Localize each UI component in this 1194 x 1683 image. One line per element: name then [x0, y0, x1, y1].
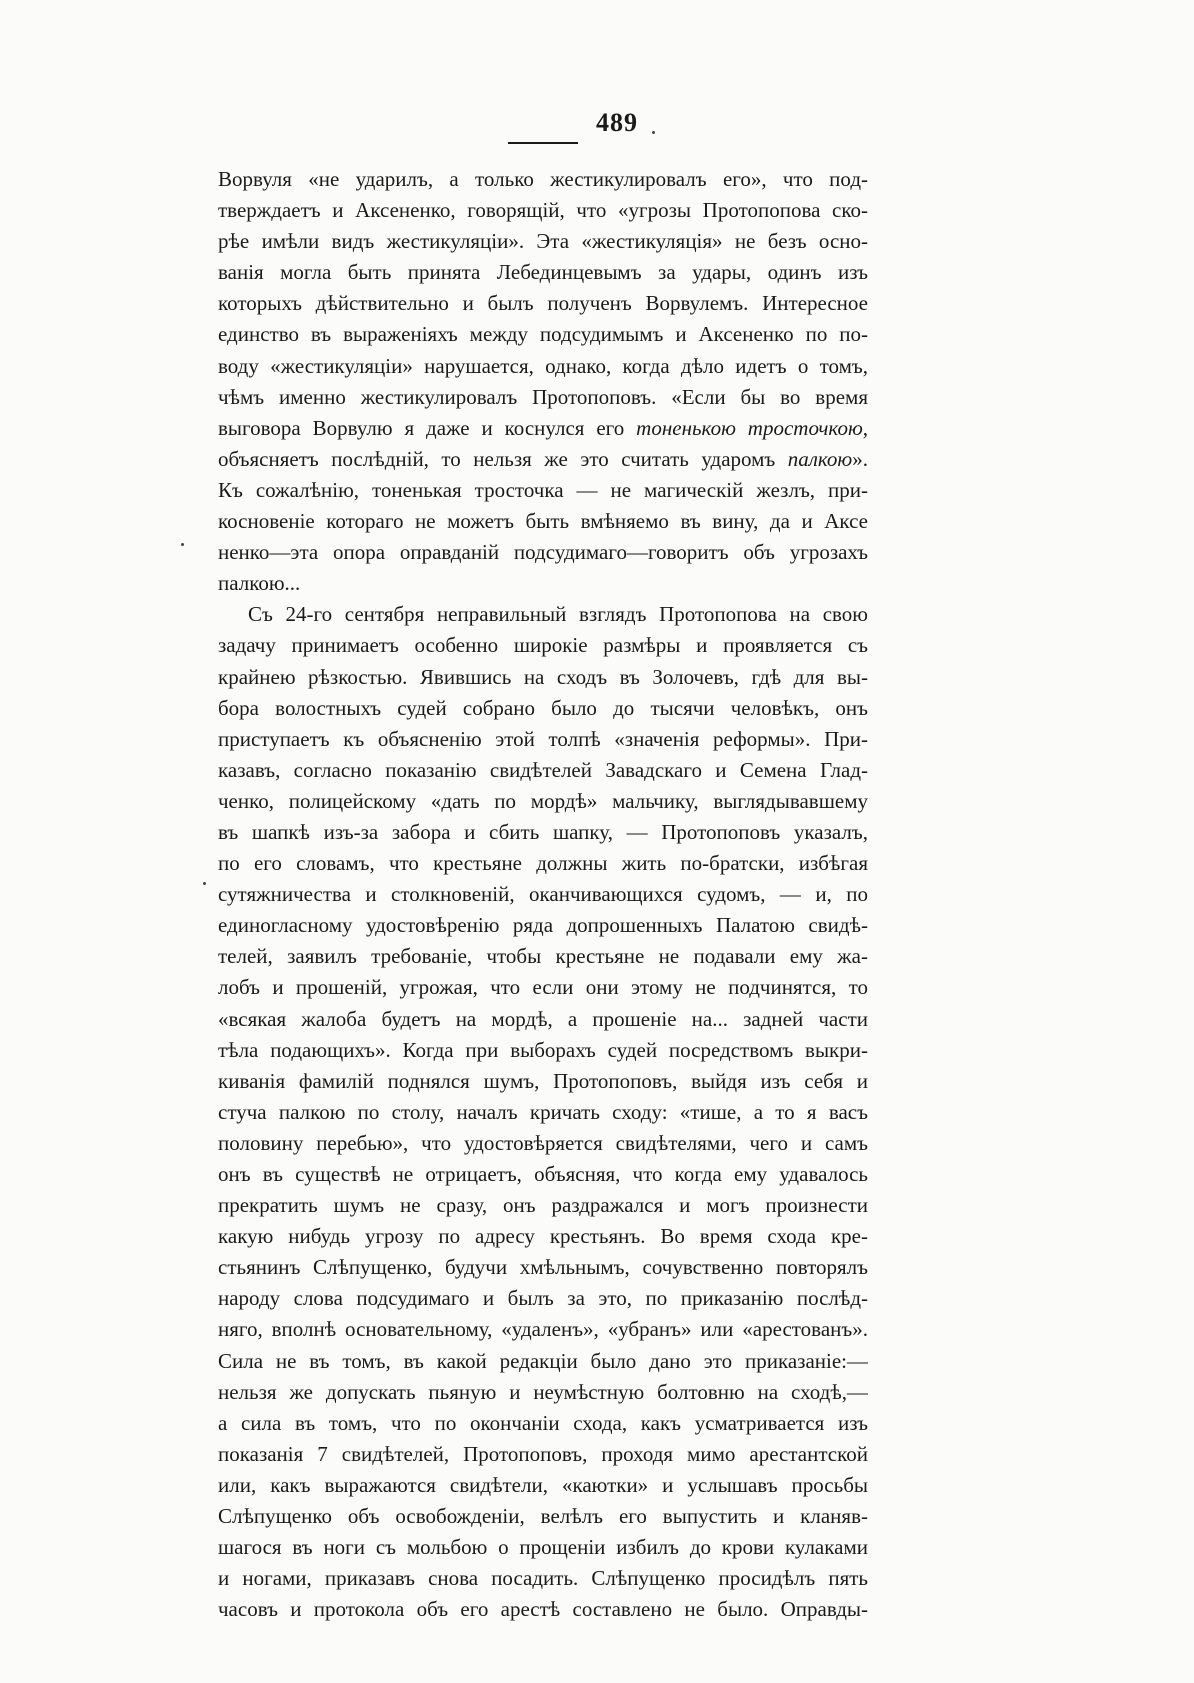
- text-line: ненко—эта опора оправданій подсудимаго—говоритъ объ угрозахъ: [218, 540, 868, 565]
- text-line: или, какъ выражаются свидѣтели, «каютки» и услышавъ просьбы: [218, 1472, 868, 1497]
- text-line: часовъ и протокола объ его арестѣ составлено не было. Оправды-: [218, 1597, 868, 1622]
- text-line: прекратить шумъ не сразу, онъ раздражался и могъ произнести: [218, 1193, 868, 1218]
- text-line: рѣе имѣли видъ жестикуляціи». Эта «жестикуляція» не безъ осно-: [218, 229, 868, 254]
- text-line: по его словамъ, что крестьяне должны жить по-братски, избѣгая: [218, 851, 868, 876]
- text-body: [218, 164, 868, 1625]
- page-number-rule: [508, 142, 578, 144]
- text-line: палкою...: [218, 571, 301, 596]
- text-line: народу слова подсудимаго и былъ за это, по приказанію послѣд-: [218, 1286, 868, 1311]
- text-line: какую нибудь угрозу по адресу крестьянъ. Во время схода кре-: [218, 1224, 868, 1249]
- text-line: киванія фамилій поднялся шумъ, Протопоповъ, выйдя изъ себя и: [218, 1068, 868, 1093]
- italic-segment: палкою: [787, 446, 853, 471]
- text-line: косновеніе котораго не можетъ быть вмѣняемо въ вину, да и Аксе: [218, 509, 868, 534]
- text-line: ченко, полицейскому «дать по мордѣ» мальчику, выглядывавшему: [218, 788, 868, 813]
- text-line: Сила не въ томъ, въ какой редакціи было дано это приказаніе:—: [218, 1348, 868, 1373]
- margin-mark: [181, 543, 184, 546]
- margin-mark: [203, 882, 206, 885]
- page-number: 489: [596, 108, 638, 137]
- text-line: шагося въ ноги съ мольбою о прощеніи избилъ до крови кулаками: [218, 1535, 868, 1560]
- text-line: казавъ, согласно показанію свидѣтелей Завадскаго и Семена Глад-: [218, 757, 868, 782]
- text-line: сутяжничества и столкновеній, оканчивающихся судомъ, — и, по: [218, 882, 868, 907]
- text-line: единогласному удостовѣренію ряда допрошенныхъ Палатою свидѣ-: [218, 913, 868, 938]
- text-line: половину перебью», что удостовѣряется свидѣтелями, чего и самъ: [218, 1130, 868, 1155]
- text-line: воду «жестикуляціи» нарушается, однако, когда дѣло идетъ о томъ,: [218, 353, 868, 378]
- text-line: онъ въ существѣ не отрицаетъ, объясняя, что когда ему удавалось: [218, 1162, 868, 1186]
- text-line: а сила въ томъ, что по окончаніи схода, какъ усматривается изъ: [218, 1410, 868, 1435]
- text-line: «всякая жалоба будетъ на мордѣ, а прошеніе на... задней части: [218, 1006, 868, 1031]
- text-line: бора волостныхъ судей собрано было до тысячи человѣкъ, онъ: [218, 695, 868, 720]
- text-line: которыхъ дѣйствительно и былъ полученъ Ворвулемъ. Интересное: [218, 291, 868, 316]
- text-line: няго, вполнѣ основательному, «удаленъ», «убранъ» или «арестованъ».: [218, 1317, 868, 1342]
- text-line: стуча палкою по столу, началъ кричать сходу: «тише, а то я васъ: [218, 1099, 868, 1124]
- text-line: приступаетъ къ объясненію этой толпѣ «значенія реформы». При-: [218, 726, 868, 751]
- text-line: задачу принимаетъ особенно широкіе размѣры и проявляется съ: [218, 633, 868, 658]
- text-line: [218, 444, 868, 475]
- text-line: лобъ и прошеній, угрожая, что если они этому не подчинятся, то: [218, 975, 868, 1000]
- text-line: нельзя же допускать пьяную и неумѣстную болтовню на сходѣ,—: [218, 1379, 868, 1404]
- text-line: крайнею рѣзкостью. Явившись на сходъ въ Золочевъ, гдѣ для вы-: [218, 664, 868, 689]
- text-line: стьянинъ Слѣпущенко, будучи хмѣльнымъ, сочувственно повторялъ: [218, 1255, 868, 1280]
- text-segment: ,: [862, 415, 868, 440]
- text-line: ванія могла быть принята Лебединцевымъ за удары, одинъ изъ: [218, 260, 868, 285]
- text-line: въ шапкѣ изъ-за забора и сбить шапку, — Протопоповъ указалъ,: [218, 819, 868, 844]
- text-segment: объясняетъ послѣдній, то нельзя же это считать ударомъ: [218, 446, 788, 471]
- margin-mark: [652, 131, 655, 134]
- text-line: тѣла подающихъ». Когда при выборахъ судей посредствомъ выкри-: [218, 1037, 868, 1062]
- text-line: телей, заявилъ требованіе, чтобы крестьяне не подавали ему жа-: [218, 944, 868, 969]
- text-line: тверждаетъ и Аксененко, говорящій, что «угрозы Протопопова ско-: [218, 198, 868, 223]
- text-line: Къ сожалѣнію, тоненькая тросточка — не магическій жезлъ, при-: [218, 477, 868, 502]
- text-line: Слѣпущенко объ освобожденіи, велѣлъ его выпустить и кланяв-: [218, 1504, 868, 1529]
- text-line: Ворвуля «не ударилъ, а только жестикулировалъ его», что под-: [218, 167, 868, 191]
- text-line: единство въ выраженіяхъ между подсудимымъ и Аксененко по по-: [218, 322, 868, 347]
- text-line: чѣмъ именно жестикулировалъ Протопоповъ. «Если бы во время: [218, 384, 868, 409]
- text-line: Съ 24-го сентября неправильный взглядъ Протопопова на свою: [248, 602, 868, 627]
- italic-segment: тоненькою тросточкою: [636, 415, 863, 440]
- text-line: [218, 413, 868, 444]
- text-segment: выговора Ворвулю я даже и коснулся его: [218, 415, 637, 440]
- text-line: и ногами, приказавъ снова посадить. Слѣпущенко просидѣлъ пять: [218, 1566, 868, 1591]
- text-line: показанія 7 свидѣтелей, Протопоповъ, проходя мимо арестантской: [218, 1441, 868, 1466]
- text-segment: ».: [852, 446, 868, 471]
